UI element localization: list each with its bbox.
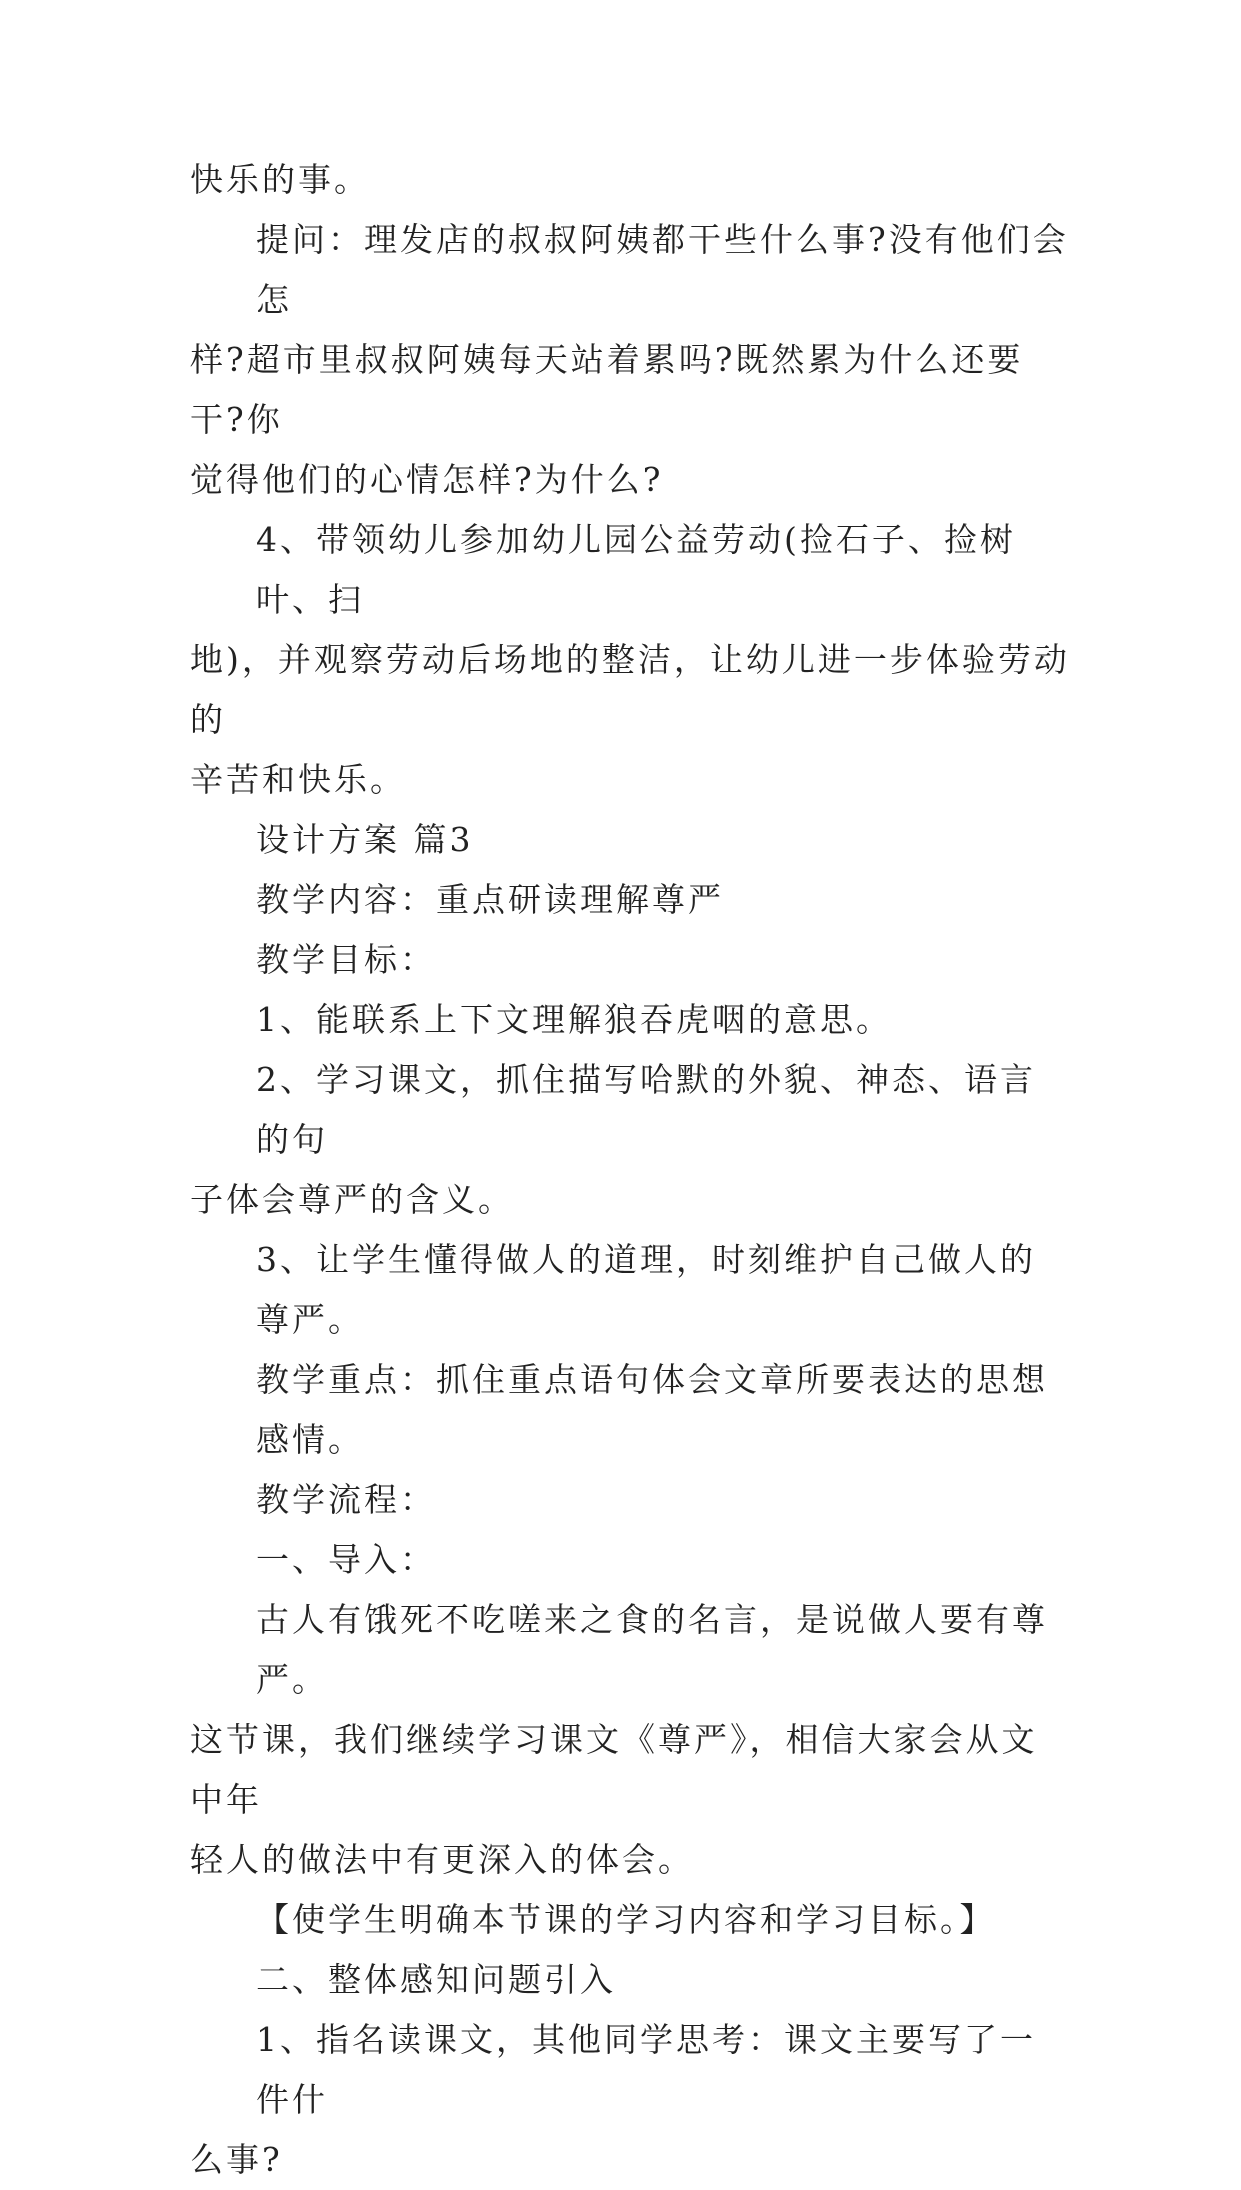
text-line: 1、指名读课文，其他同学思考：课文主要写了一件什 [256,2020,1036,2119]
text-line: 么事? [190,2140,283,2179]
text-line: 子体会尊严的含义。 [190,1180,514,1219]
text-line: 轻人的做法中有更深入的体会。 [190,1840,694,1879]
text-line: 教学内容：重点研读理解尊严 [256,880,724,919]
text-line: 提问：理发店的叔叔阿姨都干些什么事?没有他们会怎 [256,220,1069,319]
text-line: 样?超市里叔叔阿姨每天站着累吗?既然累为什么还要干?你 [190,340,1024,439]
text-line: 这节课，我们继续学习课文《尊严》，相信大家会从文中年 [190,1720,1038,1819]
text-line: 一、导入： [256,1540,436,1579]
text-line: 二、整体感知问题引入 [256,1960,616,1999]
text-line: 地)，并观察劳动后场地的整洁，让幼儿进一步体验劳动的 [190,640,1070,739]
text-line: 教学流程： [256,1480,436,1519]
text-line: 【使学生明确本节课的学习内容和学习目标。】 [256,1900,996,1939]
text-line: 古人有饿死不吃嗟来之食的名言，是说做人要有尊严。 [256,1600,1048,1699]
text-line: 4、带领幼儿参加幼儿园公益劳动(捡石子、捡树叶、扫 [256,520,1016,619]
text-line: 辛苦和快乐。 [190,760,406,799]
text-line: 教学目标： [256,940,436,979]
document-body [190,150,1070,2190]
text-line: 教学重点：抓住重点语句体会文章所要表达的思想感情。 [256,1360,1048,1459]
text-line: 1、能联系上下文理解狼吞虎咽的意思。 [256,1000,892,1039]
text-line: 2、学习课文，抓住描写哈默的外貌、神态、语言的句 [256,1060,1036,1159]
text-line: 3、让学生懂得做人的道理，时刻维护自己做人的尊严。 [256,1240,1036,1339]
text-line: 快乐的事。 [190,160,370,199]
text-line: 觉得他们的心情怎样?为什么? [190,460,664,499]
section-heading: 设计方案 篇3 [256,820,474,859]
